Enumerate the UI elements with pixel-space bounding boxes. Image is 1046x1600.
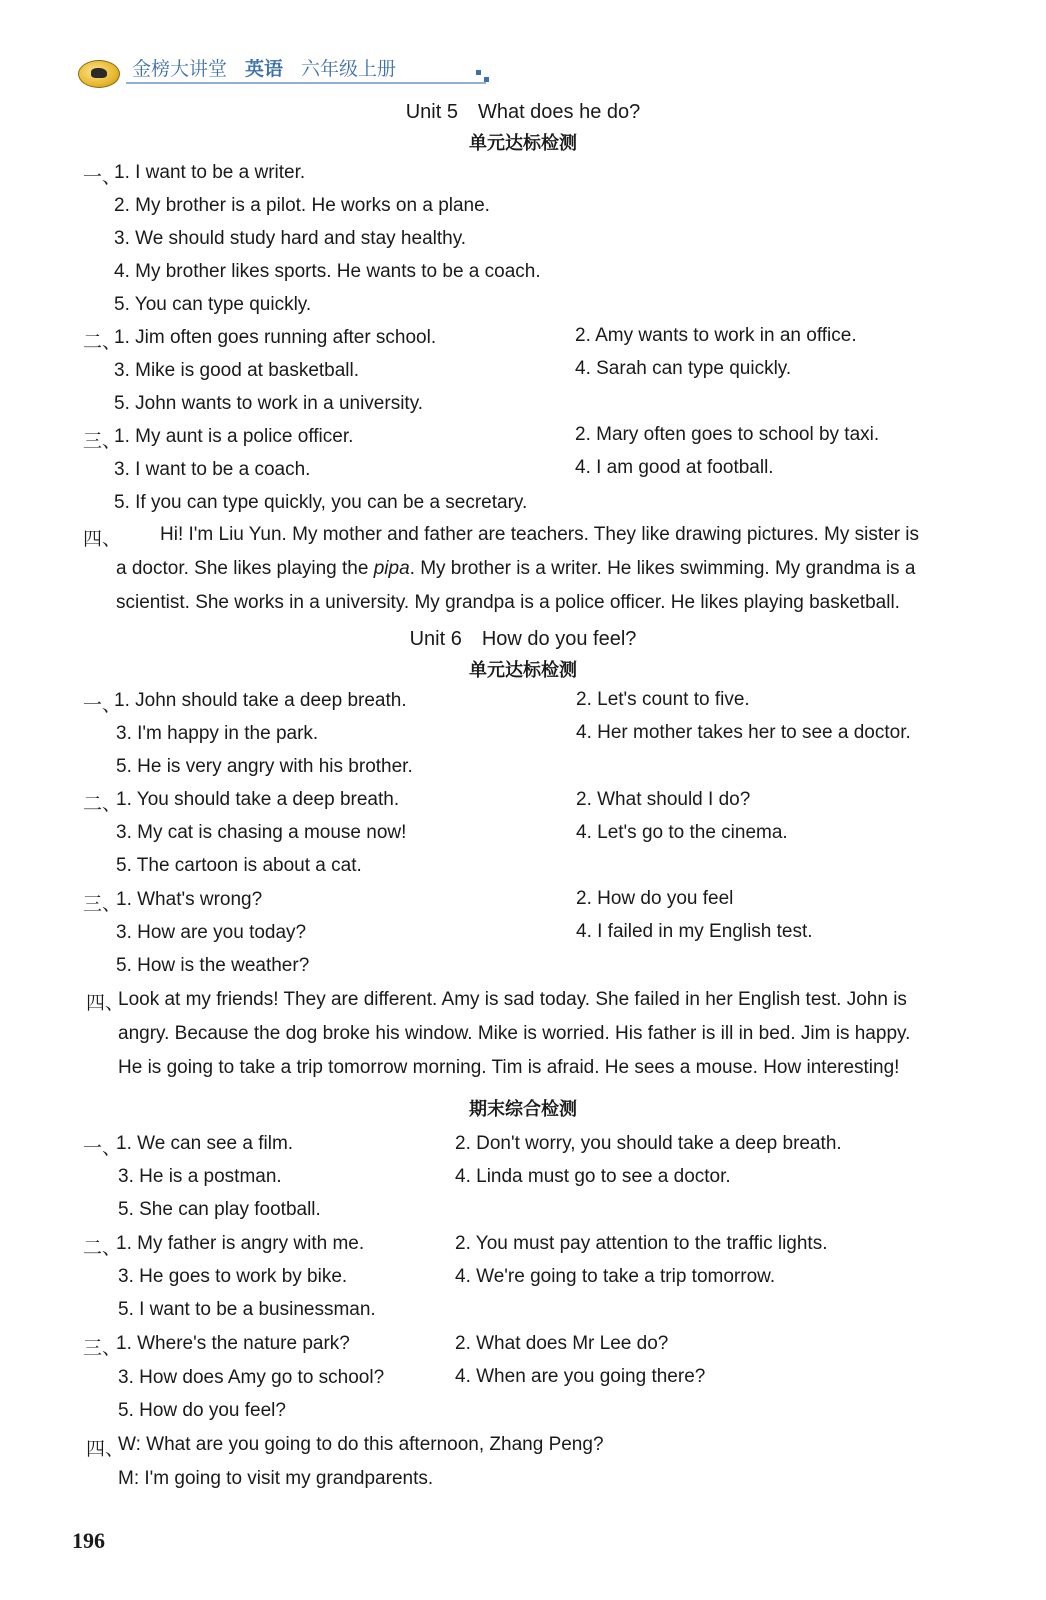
unit5-title: Unit 5 What does he do?	[405, 101, 641, 123]
header-text	[132, 54, 396, 81]
answer-item: 2. Mary often goes to school by taxi.	[575, 424, 880, 445]
question-label: 二、	[83, 332, 122, 353]
answer-item: 2. How do you feel	[576, 888, 734, 909]
answer-item: 3. How does Amy go to school?	[118, 1367, 385, 1388]
question-label: 三、	[83, 894, 122, 915]
answer-item: 2. Don't worry, you should take a deep breath.	[455, 1133, 842, 1154]
dialogue-line: W: What are you going to do this afternoon, Zhang Peng?	[118, 1434, 604, 1455]
answer-item: 1. I want to be a writer.	[114, 162, 306, 183]
passage-line: scientist. She works in a university. My grandpa is a police officer. He likes playing basketball.	[116, 592, 900, 613]
answer-item: 4. Sarah can type quickly.	[575, 358, 792, 379]
answer-item: 4. My brother likes sports. He wants to be a coach.	[114, 261, 541, 282]
header-series: 金榜大讲堂	[132, 58, 228, 80]
question-label: 一、	[83, 167, 122, 188]
answer-item: 3. Mike is good at basketball.	[114, 360, 360, 381]
answer-item: 1. What's wrong?	[116, 889, 263, 910]
passage-line: angry. Because the dog broke his window. Mike is worried. His father is ill in bed. Jim is happy.	[118, 1023, 911, 1044]
answer-item: 1. We can see a film.	[116, 1133, 294, 1154]
answer-item: 5. I want to be a businessman.	[118, 1299, 376, 1320]
answer-item: 5. You can type quickly.	[114, 294, 312, 315]
answer-item: 1. John should take a deep breath.	[114, 690, 407, 711]
answer-item: 3. I'm happy in the park.	[116, 723, 319, 744]
answer-item: 4. When are you going there?	[455, 1366, 706, 1387]
passage-text: . My brother is a writer. He likes swimming. My grandma is a	[409, 558, 916, 579]
answer-item: 2. You must pay attention to the traffic lights.	[455, 1233, 828, 1254]
header-dot-decoration	[484, 77, 489, 82]
answer-item: 4. Linda must go to see a doctor.	[455, 1166, 731, 1187]
question-label: 二、	[83, 794, 122, 815]
answer-item: 5. The cartoon is about a cat.	[116, 855, 362, 876]
answer-item: 1. You should take a deep breath.	[116, 789, 400, 810]
answer-item: 5. If you can type quickly, you can be a secretary.	[114, 492, 528, 513]
answer-item: 4. I failed in my English test.	[576, 921, 813, 942]
answer-item: 3. How are you today?	[116, 922, 307, 943]
answer-item: 5. John wants to work in a university.	[114, 393, 424, 414]
dialogue-line: M: I'm going to visit my grandparents.	[118, 1468, 434, 1489]
passage-line	[116, 552, 1010, 586]
header-grade: 六年级上册	[301, 58, 397, 80]
answer-item: 3. I want to be a coach.	[114, 459, 311, 480]
answer-item: 2. What should I do?	[576, 789, 751, 810]
unit5-section-title: 单元达标检测	[469, 133, 577, 154]
answer-item: 4. I am good at football.	[575, 457, 774, 478]
question-label: 四、	[86, 1439, 125, 1460]
answer-item: 3. My cat is chasing a mouse now!	[116, 822, 407, 843]
answer-item: 5. How is the weather?	[116, 955, 310, 976]
question-label: 四、	[86, 993, 125, 1014]
answer-item: 3. We should study hard and stay healthy.	[114, 228, 467, 249]
question-label: 二、	[83, 1238, 122, 1259]
answer-item: 2. Amy wants to work in an office.	[575, 325, 857, 346]
answer-item: 2. Let's count to five.	[576, 689, 750, 710]
question-label: 三、	[83, 431, 122, 452]
header-dot-decoration	[476, 70, 481, 75]
page-number: 196	[72, 1528, 105, 1553]
answer-item: 1. My father is angry with me.	[116, 1233, 365, 1254]
answer-item: 1. Jim often goes running after school.	[114, 327, 437, 348]
answer-item: 5. He is very angry with his brother.	[116, 756, 413, 777]
unit6-section-title: 单元达标检测	[469, 660, 577, 681]
answer-item: 5. How do you feel?	[118, 1400, 286, 1421]
answer-item: 1. My aunt is a police officer.	[114, 426, 354, 447]
answer-item: 3. He goes to work by bike.	[118, 1266, 348, 1287]
question-label: 一、	[83, 1138, 122, 1159]
answer-item: 2. My brother is a pilot. He works on a plane.	[114, 195, 490, 216]
answer-item: 4. Her mother takes her to see a doctor.	[576, 722, 911, 743]
passage-text: a doctor. She likes playing the	[116, 558, 369, 579]
answer-item: 4. We're going to take a trip tomorrow.	[455, 1266, 776, 1287]
pipa-word: pipa	[373, 558, 410, 579]
header-divider	[126, 82, 486, 84]
question-label: 三、	[83, 1338, 122, 1359]
question-label: 一、	[83, 695, 122, 716]
unit6-title: Unit 6 How do you feel?	[409, 628, 637, 650]
question-label: 四、	[83, 529, 122, 550]
page-header	[72, 48, 502, 88]
passage-line: Hi! I'm Liu Yun. My mother and father are teachers. They like drawing pictures. My sister is	[160, 524, 920, 545]
answer-item: 3. He is a postman.	[118, 1166, 282, 1187]
passage-line: Look at my friends! They are different. Amy is sad today. She failed in her English test. John is	[118, 989, 907, 1010]
answer-item: 2. What does Mr Lee do?	[455, 1333, 669, 1354]
final-section-title: 期末综合检测	[469, 1099, 577, 1120]
answer-item: 1. Where's the nature park?	[116, 1333, 350, 1354]
answer-item: 5. She can play football.	[118, 1199, 321, 1220]
header-subject: 英语	[245, 58, 284, 80]
answer-item: 4. Let's go to the cinema.	[576, 822, 788, 843]
elephant-logo-icon	[78, 60, 120, 88]
passage-line: He is going to take a trip tomorrow morning. Tim is afraid. He sees a mouse. How interesting!	[118, 1057, 900, 1078]
